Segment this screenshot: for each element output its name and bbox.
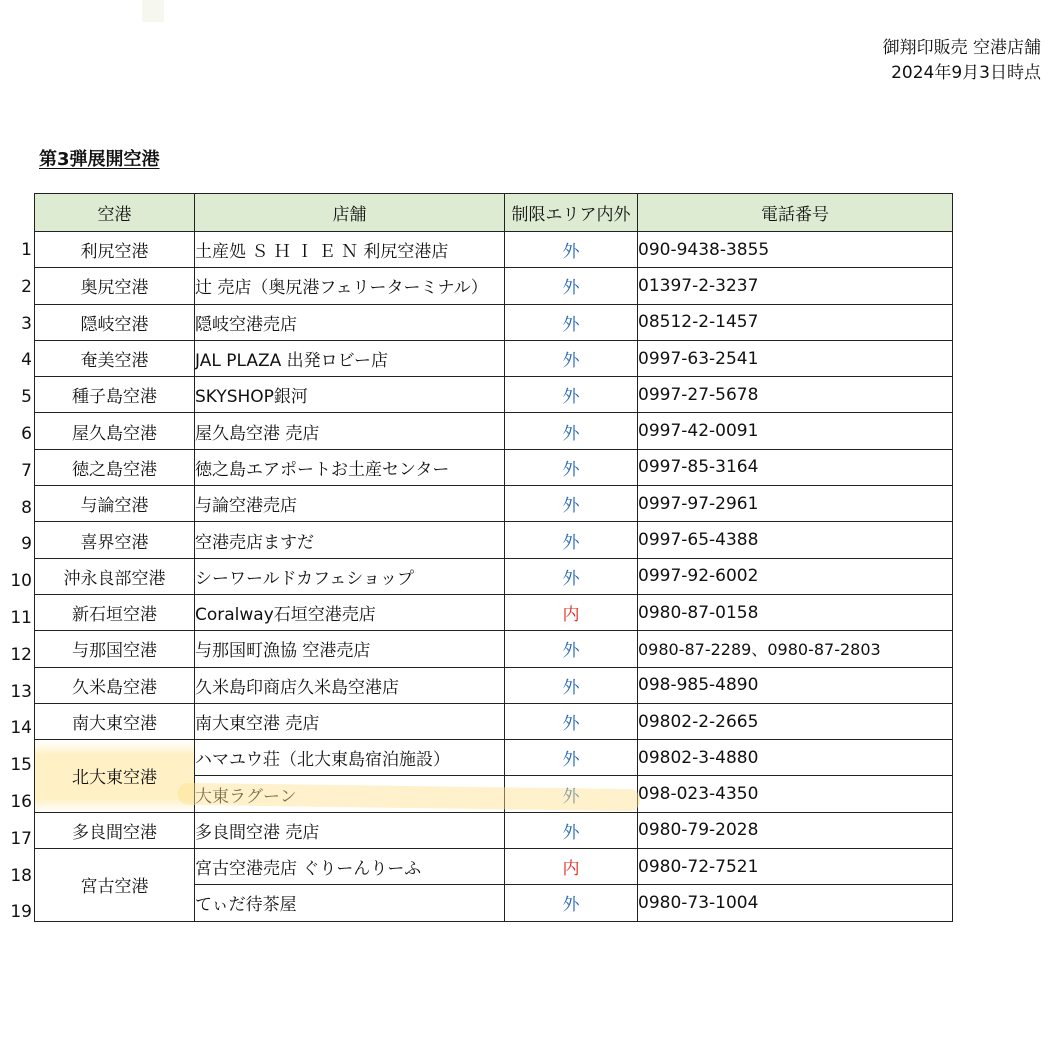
phone-cell: 0997-42-0091 <box>638 413 953 449</box>
area-cell: 外 <box>505 558 638 594</box>
airport-shop-table <box>34 193 953 922</box>
shop-cell: 屋久島空港 売店 <box>195 413 505 449</box>
phone-cell: 098-985-4890 <box>638 667 953 703</box>
airport-cell: 沖永良部空港 <box>35 558 195 594</box>
area-cell: 外 <box>505 812 638 848</box>
area-cell: 外 <box>505 340 638 376</box>
airport-cell: 奄美空港 <box>35 340 195 376</box>
row-number: 16 <box>10 791 32 812</box>
table-row <box>35 812 953 848</box>
column-header-airport: 空港 <box>35 194 195 232</box>
airport-cell: 与論空港 <box>35 486 195 522</box>
document-header <box>883 36 1041 86</box>
table-row <box>35 340 953 376</box>
phone-cell: 08512-2-1457 <box>638 304 953 340</box>
table-row <box>35 449 953 485</box>
table-row <box>35 232 953 268</box>
shop-cell: 南大東空港 売店 <box>195 703 505 739</box>
area-cell: 外 <box>505 740 638 776</box>
table-row <box>35 703 953 739</box>
phone-cell: 098-023-4350 <box>638 776 953 812</box>
area-cell: 内 <box>505 849 638 885</box>
shop-cell: 多良間空港 売店 <box>195 812 505 848</box>
table-row <box>35 594 953 630</box>
row-number: 6 <box>21 423 32 444</box>
airport-cell: 多良間空港 <box>35 812 195 848</box>
shop-cell: JAL PLAZA 出発ロビー店 <box>195 340 505 376</box>
area-cell: 外 <box>505 232 638 268</box>
table-row <box>35 304 953 340</box>
airport-cell: 屋久島空港 <box>35 413 195 449</box>
phone-cell: 09802-2-2665 <box>638 703 953 739</box>
header-date: 2024年9月3日時点 <box>891 63 1041 83</box>
phone-cell: 0997-85-3164 <box>638 449 953 485</box>
table-row <box>35 740 953 776</box>
phone-cell: 0980-73-1004 <box>638 885 953 921</box>
table-row <box>35 667 953 703</box>
column-header-phone: 電話番号 <box>638 194 953 232</box>
row-number: 15 <box>10 755 32 776</box>
table-row <box>35 849 953 885</box>
table-row <box>35 413 953 449</box>
table-row <box>35 522 953 558</box>
area-cell: 外 <box>505 703 638 739</box>
shop-cell: 与那国町漁協 空港売店 <box>195 631 505 667</box>
row-number: 7 <box>21 460 32 481</box>
table-row <box>35 558 953 594</box>
shop-cell: Coralway石垣空港売店 <box>195 594 505 630</box>
shop-cell: 辻 売店（奥尻港フェリーターミナル） <box>195 268 505 304</box>
area-cell: 外 <box>505 486 638 522</box>
area-cell: 外 <box>505 885 638 921</box>
shop-cell: 久米島印商店久米島空港店 <box>195 667 505 703</box>
phone-cell: 09802-3-4880 <box>638 740 953 776</box>
row-number: 4 <box>21 350 32 371</box>
airport-cell: 南大東空港 <box>35 703 195 739</box>
row-number: 17 <box>10 828 32 849</box>
area-cell: 外 <box>505 522 638 558</box>
shop-cell: シーワールドカフェショップ <box>195 558 505 594</box>
area-cell: 外 <box>505 667 638 703</box>
scan-artifact <box>142 0 164 22</box>
row-number: 3 <box>21 313 32 334</box>
shop-cell: SKYSHOP銀河 <box>195 377 505 413</box>
row-number: 2 <box>21 276 32 297</box>
phone-cell: 0980-72-7521 <box>638 849 953 885</box>
area-cell: 外 <box>505 413 638 449</box>
shop-cell: ハマユウ荘（北大東島宿泊施設） <box>195 740 505 776</box>
airport-cell: 利尻空港 <box>35 232 195 268</box>
row-number: 13 <box>10 681 32 702</box>
column-header-area: 制限エリア内外 <box>505 194 638 232</box>
phone-cell: 0997-27-5678 <box>638 377 953 413</box>
area-cell: 外 <box>505 304 638 340</box>
area-cell: 外 <box>505 631 638 667</box>
phone-cell: 0980-87-2289、0980-87-2803 <box>638 631 953 667</box>
shop-cell: 隠岐空港売店 <box>195 304 505 340</box>
section-title: 第3弾展開空港 <box>39 149 160 170</box>
airport-cell: 新石垣空港 <box>35 594 195 630</box>
table-header-row <box>35 194 953 232</box>
phone-cell: 0997-63-2541 <box>638 340 953 376</box>
row-number-column <box>0 232 34 931</box>
airport-cell: 隠岐空港 <box>35 304 195 340</box>
area-cell: 外 <box>505 268 638 304</box>
row-number: 14 <box>10 718 32 739</box>
row-number: 12 <box>10 644 32 665</box>
row-number: 1 <box>21 240 32 260</box>
phone-cell: 0980-79-2028 <box>638 812 953 848</box>
airport-cell: 徳之島空港 <box>35 449 195 485</box>
area-cell: 内 <box>505 594 638 630</box>
row-number: 5 <box>21 387 32 408</box>
table-row <box>35 377 953 413</box>
table-row <box>35 631 953 667</box>
phone-cell: 0997-65-4388 <box>638 522 953 558</box>
airport-cell-highlighted: 北大東空港 <box>35 740 195 813</box>
row-number: 11 <box>10 607 32 628</box>
header-title: 御翔印販売 空港店舗 <box>882 38 1041 58</box>
airport-cell: 喜界空港 <box>35 522 195 558</box>
airport-cell: 宮古空港 <box>35 849 195 922</box>
shop-cell: 与論空港売店 <box>195 486 505 522</box>
phone-cell: 0980-87-0158 <box>638 594 953 630</box>
area-cell: 外 <box>505 449 638 485</box>
row-number: 10 <box>10 571 32 592</box>
phone-cell: 0997-97-2961 <box>638 486 953 522</box>
row-number: 18 <box>10 865 32 886</box>
airport-cell: 種子島空港 <box>35 377 195 413</box>
shop-cell: 宮古空港売店 ぐりーんりーふ <box>195 849 505 885</box>
airport-cell: 与那国空港 <box>35 631 195 667</box>
row-number: 19 <box>10 902 32 923</box>
shop-cell: 徳之島エアポートお土産センター <box>195 449 505 485</box>
shop-cell: てぃだ待茶屋 <box>195 885 505 921</box>
table-row <box>35 268 953 304</box>
shop-cell: 土産処 Ｓ Ｈ Ｉ Ｅ Ｎ 利尻空港店 <box>195 232 505 268</box>
table-row <box>35 486 953 522</box>
shop-cell: 空港売店ますだ <box>195 522 505 558</box>
airport-cell: 久米島空港 <box>35 667 195 703</box>
phone-cell: 090-9438-3855 <box>638 232 953 268</box>
row-number: 8 <box>21 497 32 518</box>
airport-cell: 奥尻空港 <box>35 268 195 304</box>
area-cell: 外 <box>505 377 638 413</box>
area-cell: 外 <box>505 776 638 812</box>
phone-cell: 0997-92-6002 <box>638 558 953 594</box>
shop-cell: 大東ラグーン <box>195 776 505 812</box>
column-header-shop: 店舗 <box>195 194 505 232</box>
phone-cell: 01397-2-3237 <box>638 268 953 304</box>
row-number: 9 <box>21 534 32 555</box>
